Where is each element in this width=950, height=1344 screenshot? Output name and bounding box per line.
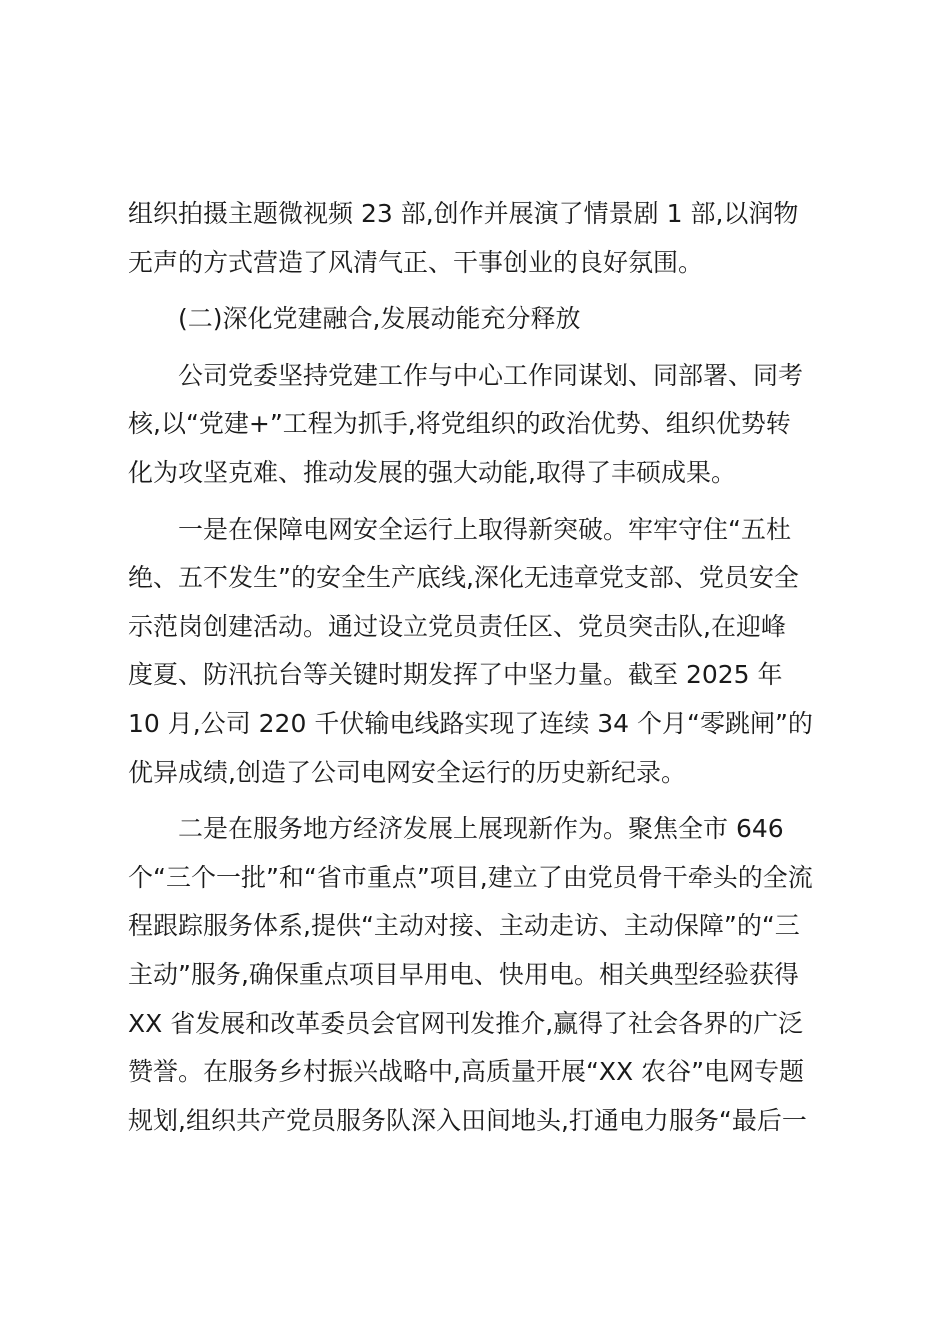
text-line: 公司党委坚持党建工作与中心工作同谋划、同部署、同考 — [178, 360, 804, 390]
text-line: 度夏、防汛抗台等关键时期发挥了中坚力量。截至 2025 年 — [128, 660, 783, 690]
section-heading — [128, 295, 818, 344]
text-line: 示范岗创建活动。通过设立党员责任区、党员突击队,在迎峰 — [128, 611, 786, 641]
text-line: 化为攻坚克难、推动发展的强大动能,取得了丰硕成果。 — [128, 457, 736, 487]
paragraph-continuation — [128, 190, 818, 287]
text-line: 个“三个一批”和“省市重点”项目,建立了由党员骨干牵头的全流 — [128, 862, 813, 892]
paragraph-intro — [128, 352, 818, 498]
text-line: 组织拍摄主题微视频 23 部,创作并展演了情景剧 1 部,以润物 — [128, 199, 799, 228]
text-line: 一是在保障电网安全运行上取得新突破。牢牢守住“五杜 — [178, 514, 791, 544]
text-line: 二是在服务地方经济发展上展现新作为。聚焦全市 646 — [178, 814, 784, 844]
text-line: 主动”服务,确保重点项目早用电、快用电。相关典型经验获得 — [128, 959, 799, 989]
paragraph-grid-safety — [128, 506, 818, 798]
text-line: XX 省发展和改革委员会官网刊发推介,赢得了社会各界的广泛 — [128, 1008, 804, 1038]
text-line: 10 月,公司 220 千伏输电线路实现了连续 34 个月“零跳闸”的 — [128, 708, 813, 738]
text-line: 程跟踪服务体系,提供“主动对接、主动走访、主动保障”的“三 — [128, 911, 800, 941]
text-line: 绝、五不发生”的安全生产底线,深化无违章党支部、党员安全 — [128, 563, 799, 593]
text-line: 无声的方式营造了风清气正、干事创业的良好氛围。 — [128, 247, 704, 277]
text-line: 核,以“党建+”工程为抓手,将党组织的政治优势、组织优势转 — [128, 409, 791, 439]
document-body — [128, 190, 818, 1145]
text-line: 规划,组织共产党员服务队深入田间地头,打通电力服务“最后一 — [128, 1105, 807, 1135]
text-line: 优异成绩,创造了公司电网安全运行的历史新纪录。 — [128, 757, 686, 787]
text-line: (二)深化党建融合,发展动能充分释放 — [178, 304, 581, 334]
paragraph-local-economy — [128, 805, 818, 1145]
text-line: 赞誉。在服务乡村振兴战略中,高质量开展“XX 农谷”电网专题 — [128, 1057, 805, 1087]
